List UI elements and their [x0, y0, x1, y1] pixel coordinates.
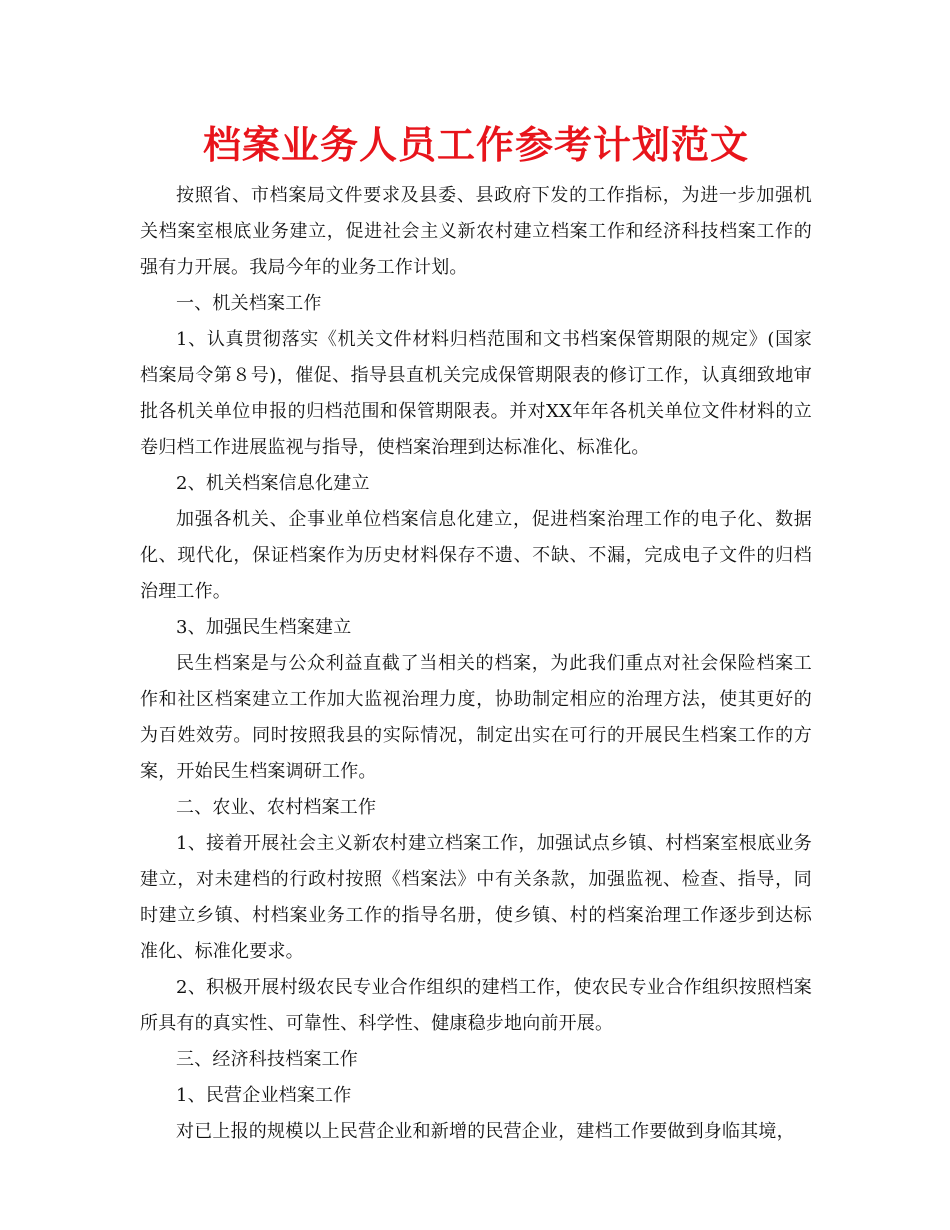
heading-section-2: 二、农业、农村档案工作	[176, 797, 377, 818]
paragraph-1-2: 加强各机关、企事业单位档案信息化建立，促进档案治理工作的电子化、数据化、现代化，保证档案作为历史材料保存不遗、不缺、不漏，完成电子文件的归档治理工作。	[140, 509, 812, 602]
document-title: 档案业务人员工作参考计划范文	[202, 123, 749, 167]
paragraph-intro: 按照省、市档案局文件要求及县委、县政府下发的工作指标，为进一步加强机关档案室根底业务建立，促进社会主义新农村建立档案工作和经济科技档案工作的强有力开展。我局今年的业务工作计划。	[140, 185, 812, 278]
paragraph-2-2: 2、积极开展村级农民专业合作组织的建档工作，使农民专业合作组织按照档案所具有的真实性、可靠性、科学性、健康稳步地向前开展。	[140, 977, 812, 1034]
subheading-1-2: 2、机关档案信息化建立	[176, 473, 370, 494]
paragraph-2-1: 1、接着开展社会主义新农村建立档案工作，加强试点乡镇、村档案室根底业务建立，对未建档的行政村按照《档案法》中有关条款，加强监视、检查、指导，同时建立乡镇、村档案业务工作的指导名册，使乡镇、村的档案治理工作逐步到达标准化、标准化要求。	[140, 833, 812, 962]
subheading-3-1: 1、民营企业档案工作	[176, 1085, 352, 1106]
paragraph-1-3: 民生档案是与公众利益直截了当相关的档案，为此我们重点对社会保险档案工作和社区档案建立工作加大监视治理力度，协助制定相应的治理方法，使其更好的为百姓效劳。同时按照我县的实际情况，制定出实在可行的开展民生档案工作的方案，开始民生档案调研工作。	[140, 653, 812, 782]
paragraph-3-1: 对已上报的规模以上民营企业和新增的民营企业，建档工作要做到身临其境，	[176, 1121, 795, 1142]
document-body	[140, 178, 812, 1150]
subheading-1-3: 3、加强民生档案建立	[176, 617, 352, 638]
heading-section-1: 一、机关档案工作	[176, 293, 322, 314]
paragraph-1-1: 1、认真贯彻落实《机关文件材料归档范围和文书档案保管期限的规定》(国家档案局令第８号)，催促、指导县直机关完成保管期限表的修订工作，认真细致地审批各机关单位申报的归档范围和保管期限表。并对XX年年各机关单位文件材料的立卷归档工作进展监视与指导，使档案治理到达标准化、标准化。	[140, 329, 812, 458]
heading-section-3: 三、经济科技档案工作	[176, 1049, 358, 1070]
